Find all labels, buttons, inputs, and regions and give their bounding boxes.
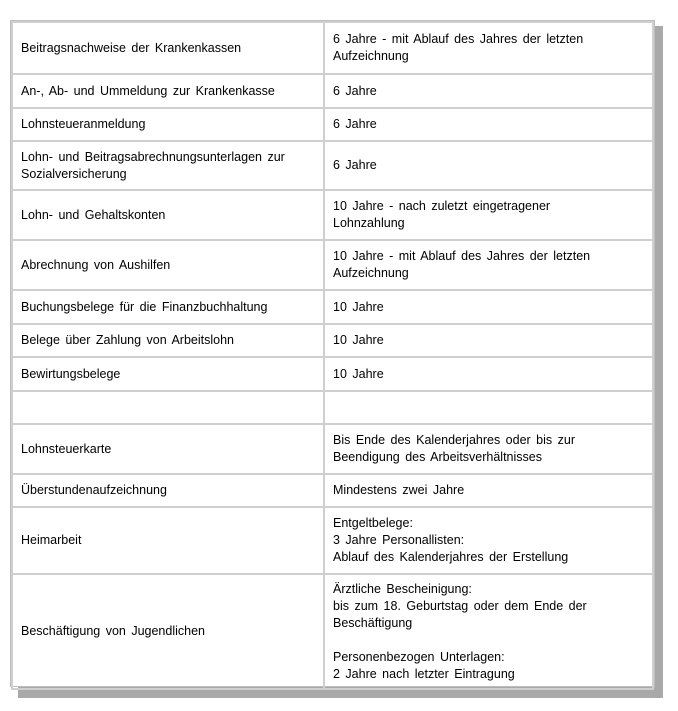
- cell-text: 6 Jahre - mit Ablauf des Jahres der letzten: [333, 32, 584, 46]
- retention-period-cell: [324, 141, 653, 190]
- cell-text: Mindestens zwei Jahre: [333, 483, 465, 497]
- retention-period-cell: [324, 108, 653, 141]
- table-row: [12, 74, 653, 108]
- document-type-cell: [12, 74, 324, 108]
- cell-text: Abrechnung von Aushilfen: [21, 257, 171, 272]
- cell-text: Beitragsnachweise der Krankenkassen: [21, 40, 242, 55]
- cell-text: Beschäftigung von Jugendlichen: [21, 624, 205, 638]
- retention-period-cell: [324, 574, 653, 689]
- cell-text: Aufzeichnung: [333, 266, 409, 280]
- document-type-cell: [12, 574, 324, 689]
- cell-text: 10 Jahre: [333, 299, 384, 314]
- cell-text: Heimarbeit: [21, 533, 82, 547]
- cell-text: Belege über Zahlung von Arbeitslohn: [21, 333, 235, 347]
- cell-text: Überstundenaufzeichnung: [21, 483, 167, 497]
- cell-text: 10 Jahre: [333, 366, 384, 381]
- cell-text: Aufzeichnung: [333, 49, 409, 63]
- retention-period-cell: [324, 290, 653, 324]
- retention-period-cell: [324, 474, 653, 507]
- cell-text: 6 Jahre: [333, 117, 377, 131]
- table-row: [12, 507, 653, 574]
- document-type-cell: [12, 190, 324, 240]
- document-type-cell: [12, 391, 324, 424]
- document-type-cell: [12, 108, 324, 141]
- retention-period-cell: [324, 22, 653, 74]
- cell-text: 2 Jahre nach letzter Eintragung: [333, 666, 515, 681]
- table-row: [12, 357, 653, 391]
- document-type-cell: [12, 357, 324, 391]
- cell-text: Personenbezogen Unterlagen:: [333, 649, 505, 664]
- table-row: [12, 424, 653, 474]
- cell-text: Bis Ende des Kalenderjahres oder bis zur: [333, 433, 575, 447]
- table-body: [12, 22, 653, 689]
- cell-text: 10 Jahre - nach zuletzt eingetragener: [333, 199, 551, 213]
- retention-table: [11, 21, 654, 690]
- document-type-cell: [12, 141, 324, 190]
- table-row: [12, 290, 653, 324]
- cell-text: Bewirtungsbelege: [21, 366, 121, 381]
- retention-period-cell: [324, 357, 653, 391]
- cell-text: Lohn- und Beitragsabrechnungsunterlagen zur: [21, 149, 285, 164]
- retention-period-cell: [324, 324, 653, 357]
- cell-text: Ärztliche Bescheinigung:: [333, 581, 472, 596]
- cell-text: Beendigung des Arbeitsverhältnisses: [333, 450, 542, 464]
- cell-text: Ablauf des Kalenderjahres der Erstellung: [333, 550, 569, 564]
- cell-text: bis zum 18. Geburtstag oder dem Ende der: [333, 598, 587, 613]
- cell-text: Lohnsteuerkarte: [21, 441, 112, 456]
- cell-text: Lohnzahlung: [333, 216, 405, 230]
- retention-period-cell: [324, 190, 653, 240]
- cell-text: Beschäftigung: [333, 615, 413, 630]
- table-row: [12, 190, 653, 240]
- document-type-cell: [12, 424, 324, 474]
- document-type-cell: [12, 507, 324, 574]
- document-type-cell: [12, 240, 324, 290]
- cell-text: 6 Jahre: [333, 83, 377, 98]
- cell-text: 10 Jahre: [333, 333, 384, 347]
- table-row: [12, 141, 653, 190]
- document-type-cell: [12, 324, 324, 357]
- cell-text: Sozialversicherung: [21, 166, 127, 181]
- cell-text: Buchungsbelege für die Finanzbuchhaltung: [21, 299, 268, 314]
- cell-text: 6 Jahre: [333, 158, 377, 172]
- document-type-cell: [12, 290, 324, 324]
- line-gap: [333, 632, 644, 649]
- table-row: [12, 574, 653, 689]
- document-type-cell: [12, 474, 324, 507]
- cell-text: Lohnsteueranmeldung: [21, 117, 146, 131]
- retention-period-cell: [324, 391, 653, 424]
- cell-text: 3 Jahre Personallisten:: [333, 533, 465, 547]
- retention-period-cell: [324, 424, 653, 474]
- table-row: [12, 22, 653, 74]
- retention-period-cell: [324, 507, 653, 574]
- cell-text: 10 Jahre - mit Ablauf des Jahres der letzten: [333, 249, 591, 263]
- table-row-empty: [12, 391, 653, 424]
- retention-table-container: [10, 20, 655, 687]
- table-row: [12, 240, 653, 290]
- cell-text: Entgeltbelege:: [333, 516, 413, 530]
- retention-period-cell: [324, 240, 653, 290]
- table-row: [12, 324, 653, 357]
- table-row: [12, 474, 653, 507]
- document-type-cell: [12, 22, 324, 74]
- retention-period-cell: [324, 74, 653, 108]
- table-row: [12, 108, 653, 141]
- cell-text: An-, Ab- und Ummeldung zur Krankenkasse: [21, 83, 275, 98]
- cell-text: Lohn- und Gehaltskonten: [21, 207, 166, 222]
